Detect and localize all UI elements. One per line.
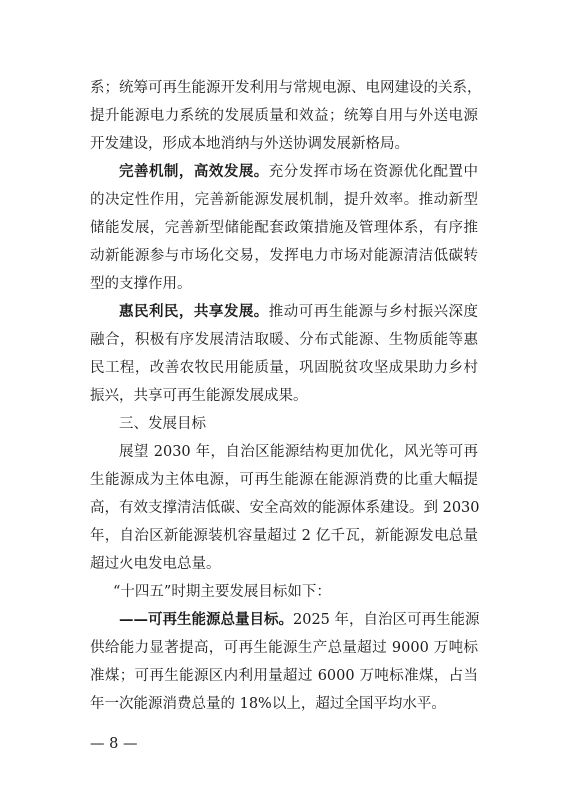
p3-first-rest: 推动可再生能源与乡村振兴深度 [268, 304, 479, 320]
p6-line-3: 准煤；可再生能源区内利用量超过 6000 万吨标准煤，占当 [90, 668, 478, 684]
p2-line-2: 的决定性作用，完善新能源发展机制，提升效率。推动新型 [90, 192, 478, 208]
p4-line-4: 年，自治区新能源装机容量超过 2 亿千瓦，新能源发电总量 [90, 528, 478, 544]
p6-first-rest: 2025 年，自治区可再生能源 [293, 612, 480, 628]
p4-line-1: 展望 2030 年，自治区能源结构更加优化，风光等可再 [119, 444, 478, 460]
p2-line-3: 储能发展，完善新型储能配套政策措施及管理体系，有序推 [90, 220, 478, 236]
page-number: — 8 — [90, 736, 138, 752]
p5-line-1: “十四五”时期主要发展目标如下： [113, 584, 331, 600]
p1-line-1: 系；统筹可再生能源开发利用与常规电源、电网建设的关系， [90, 80, 482, 96]
p1-line-3: 开发建设，形成本地消纳与外送协调发展新格局。 [90, 136, 409, 152]
p3-line-3: 民工程，改善农牧民用能质量，巩固脱贫攻坚成果助力乡村 [90, 360, 478, 376]
p3-line-1 [119, 302, 478, 322]
p4-line-5: 超过火电发电总量。 [90, 556, 221, 572]
p4-line-2: 生能源成为主体电源，可再生能源在能源消费的比重大幅提 [90, 472, 478, 488]
p6-line-2: 供给能力显著提高，可再生能源生产总量超过 9000 万吨标 [90, 640, 478, 656]
p6-line-4: 年一次能源消费总量的 18%以上，超过全国平均水平。 [90, 696, 446, 712]
p6-line-1 [119, 610, 478, 630]
p3-line-2: 融合，积极有序发展清洁取暖、分布式能源、生物质能等惠 [90, 332, 478, 348]
p6-lead: ——可再生能源总量目标。 [119, 611, 293, 628]
p2-line-4: 动新能源参与市场化交易，发挥电力市场对能源清洁低碳转 [90, 248, 478, 264]
p3-lead: 惠民利民，共享发展。 [119, 303, 269, 320]
p2-lead: 完善机制，高效发展。 [119, 163, 269, 180]
p4-line-3: 高，有效支撑清洁低碳、安全高效的能源体系建设。到 2030 [90, 500, 480, 516]
section-heading-3: 三、发展目标 [119, 416, 206, 432]
p2-first-rest: 充分发挥市场在资源优化配置中 [268, 164, 479, 180]
p2-line-1 [119, 162, 478, 182]
p3-line-4: 振兴，共享可再生能源发展成果。 [90, 388, 308, 404]
p1-line-2: 提升能源电力系统的发展质量和效益；统筹自用与外送电源 [90, 108, 478, 124]
p2-line-5: 型的支撑作用。 [90, 276, 192, 292]
